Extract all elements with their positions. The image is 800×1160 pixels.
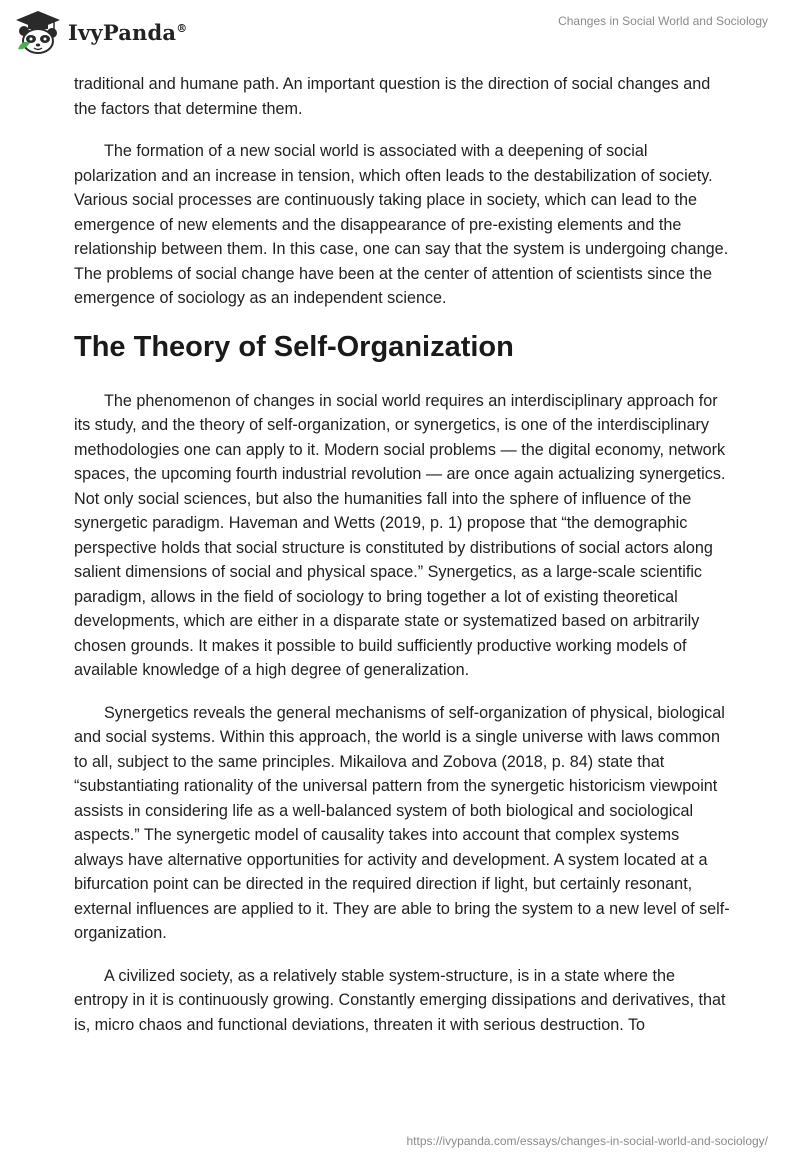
logo-wordmark: IvyPanda® <box>68 19 188 45</box>
paragraph: traditional and humane path. An important question is the direction of social changes and the factors that determine them. <box>74 75 711 118</box>
document-title: Changes in Social World and Sociology <box>558 14 768 28</box>
paragraph: The formation of a new social world is associated with a deepening of social polarization and an increase in tension, which often leads to the destabilization of society. Various social processes are continuously taking place in society, which can lead to the emergence of new elements and the disappearance of pre-existing elements and the relationship between them. In this case, one can say that the system is undergoing change. The problems of social change have been at the center of attention of scientists since the emergence of sociology as an independent science. <box>74 142 729 307</box>
section-heading: The Theory of Self-Organization <box>74 330 514 363</box>
source-url[interactable]: https://ivypanda.com/essays/changes-in-social-world-and-sociology/ <box>406 1134 768 1148</box>
paragraph: Synergetics reveals the general mechanisms of self-organization of physical, biological and social systems. Within this approach, the world is a single universe with laws common to all, subject to the same principles. Mikailova and Zobova (2018, p. 84) state that “substantiating rationality of the universal pattern from the synergetic historicism viewpoint assists in considering life as a well-balanced system of both biological and sociological aspects.” The synergetic model of causality takes into account that complex systems always have alternative opportunities for activity and development. A system located at a bifurcation point can be directed in the required direction if light, but certainly resonant, external influences are applied to it. They are able to bring the system to a new level of self-organization. <box>74 703 730 942</box>
panda-graduate-icon <box>14 9 62 55</box>
page-header <box>0 0 800 70</box>
essay-content <box>74 72 730 1055</box>
paragraph: The phenomenon of changes in social world requires an interdisciplinary approach for its study, and the theory of self-organization, or synergetics, is one of the interdisciplinary methodologies one can apply to it. Modern social problems — the digital economy, network spaces, the upcoming fourth industrial revolution — are once again actualizing synergetics. Not only social sciences, but also the humanities fall into the sphere of influence of the synergetic paradigm. Haveman and Wetts (2019, p. 1) propose that “the demographic perspective holds that social structure is constituted by distributions of social actors along salient dimensions of social and physical space.” Synergetics, as a large-scale scientific paradigm, allows in the field of sociology to bring together a lot of existing theoretical developments, which are either in a disparate state or systematized based on arbitrarily chosen grounds. It makes it possible to build sufficiently productive working models of available knowledge of a high degree of generalization. <box>74 391 726 679</box>
ivypanda-logo[interactable] <box>14 8 187 56</box>
paragraph: A civilized society, as a relatively stable system-structure, is in a state where the entropy in it is continuously growing. Constantly emerging dissipations and derivatives, that is, micro chaos and functional deviations, threaten it with serious destruction. To <box>74 966 726 1034</box>
